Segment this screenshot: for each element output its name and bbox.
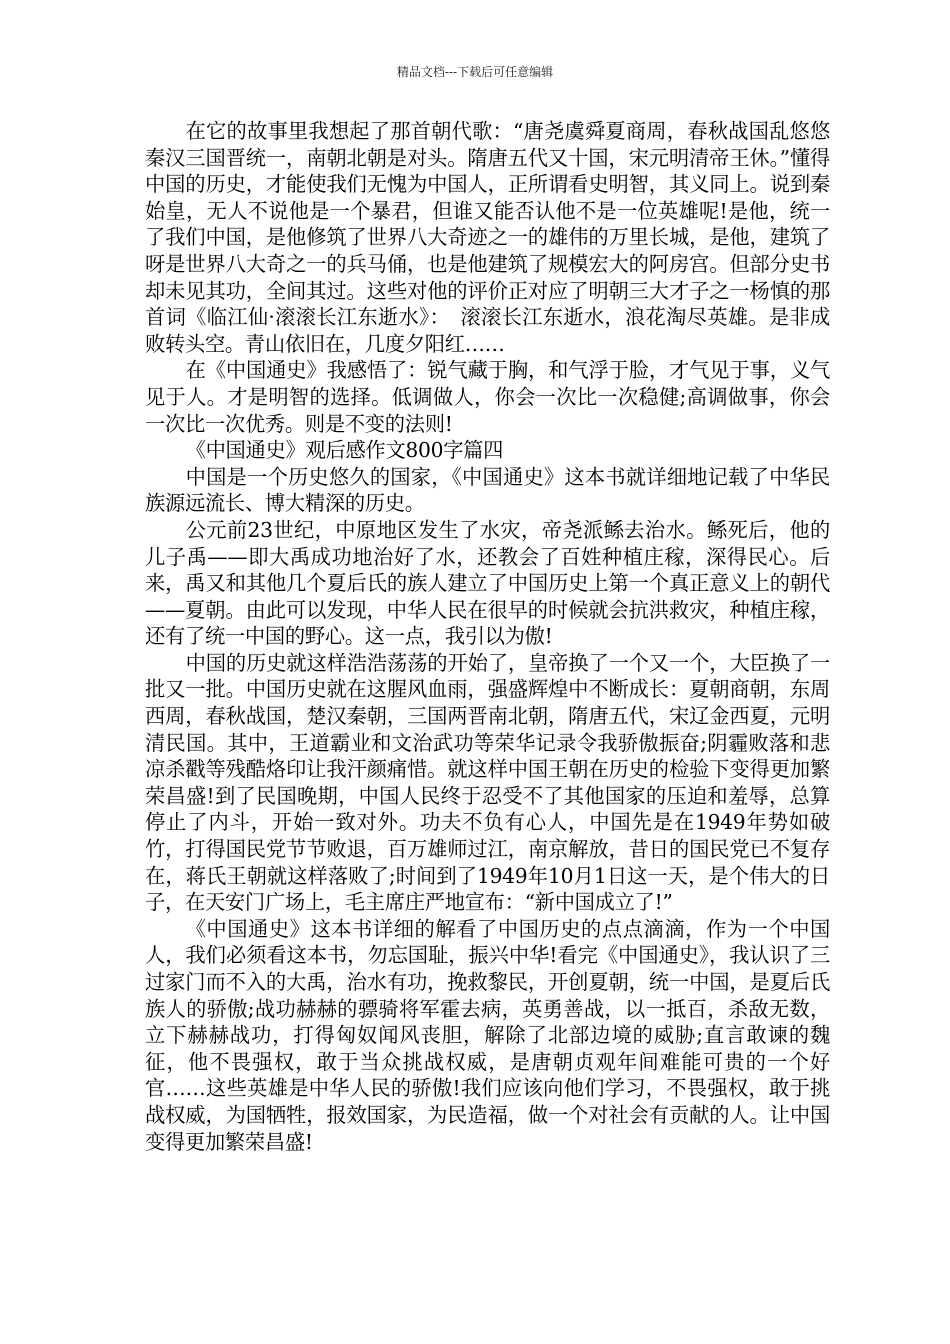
section-title: 《中国通史》观后感作文800字篇四: [185, 438, 504, 463]
document-body: [145, 118, 830, 1155]
paragraph-4: 公元前23世纪，中原地区发生了水灾，帝尧派鲧去治水。鲧死后，他的儿子禹——即大禹成功地治好了水，还教会了百姓种植庄稼，深得民心。后来，禹又和其他几个夏后氏的族人建立了中国历史上第一个真正意义上的朝代——夏朝。由此可以发现，中华人民在很早的时候就会抗洪救灾，种植庄稼，还有了统一中国的野心。这一点，我引以为傲!: [145, 517, 830, 649]
paragraph-3: 中国是一个历史悠久的国家，《中国通史》这本书就详细地记载了中华民族源远流长、博大精深的历史。: [145, 464, 830, 516]
paragraph-5: 中国的历史就这样浩浩荡荡的开始了，皇帝换了一个又一个，大臣换了一批又一批。中国历史就在这腥风血雨，强盛辉煌中不断成长：夏朝商朝，东周西周，春秋战国，楚汉秦朝，三国两晋南北朝，隋唐五代，宋辽金西夏，元明清民国。其中，王道霸业和文治武功等荣华记录令我骄傲振奋;阴霾败落和悲凉杀戳等残酷烙印让我汗颜痛惜。就这样中国王朝在历史的检验下变得更加繁荣昌盛!到了民国晚期，中国人民终于忍受不了其他国家的压迫和羞辱，总算停止了内斗，开始一致对外。功夫不负有心人，中国先是在1949年势如破竹，打得国民党节节败退，百万雄师过江，南京解放，昔日的国民党已不复存在，蒋氏王朝就这样落败了;时间到了1949年10月1日这一天，是个伟大的日子，在天安门广场上，毛主席庄严地宣布：“新中国成立了!”: [145, 650, 830, 915]
paragraph-2: 在《中国通史》我感悟了：锐气藏于胸，和气浮于脸，才气见于事，义气见于人。才是明智的选择。低调做人，你会一次比一次稳健;高调做事，你会一次比一次优秀。则是不变的法则!: [145, 358, 830, 436]
paragraph-1: 在它的故事里我想起了那首朝代歌：“唐尧虞舜夏商周，春秋战国乱悠悠秦汉三国晋统一，南朝北朝是对头。隋唐五代又十国，宋元明清帝王休。”懂得中国的历史，才能使我们无愧为中国人，正所谓看史明智，其义同上。说到秦始皇，无人不说他是一个暴君，但谁又能否认他不是一位英雄呢!是他，统一了我们中国，是他修筑了世界八大奇迹之一的雄伟的万里长城，是他，建筑了呀是世界八大奇之一的兵马俑，也是他建筑了规模宏大的阿房宫。但部分史书却未见其功，全间其过。这些对他的评价正对应了明朝三大才子之一杨慎的那首词《临江仙·滚滚长江东逝水》： 滚滚长江东逝水，浪花淘尽英雄。是非成败转头空。青山依旧在，几度夕阳红……: [145, 119, 830, 356]
page-header: 精品文档---下载后可任意编辑: [396, 65, 554, 79]
paragraph-6: 《中国通史》这本书详细的解看了中国历史的点点滴滴，作为一个中国人，我们必须看这本书，勿忘国耻，振兴中华!看完《中国通史》，我认识了三过家门而不入的大禹，治水有功，挽救黎民，开创夏朝，统一中国，是夏后氏族人的骄傲;战功赫赫的骠骑将军霍去病，英勇善战，以一抵百，杀敌无数，立下赫赫战功，打得匈奴闻风丧胆，解除了北部边境的威胁;直言敢谏的魏征，他不畏强权，敢于当众挑战权威，是唐朝贞观年间难能可贵的一个好官……这些英雄是中华人民的骄傲!我们应该向他们学习，不畏强权，敢于挑战权威，为国牺牲，报效国家，为民造福，做一个对社会有贡献的人。让中国变得更加繁荣昌盛!: [145, 916, 830, 1154]
